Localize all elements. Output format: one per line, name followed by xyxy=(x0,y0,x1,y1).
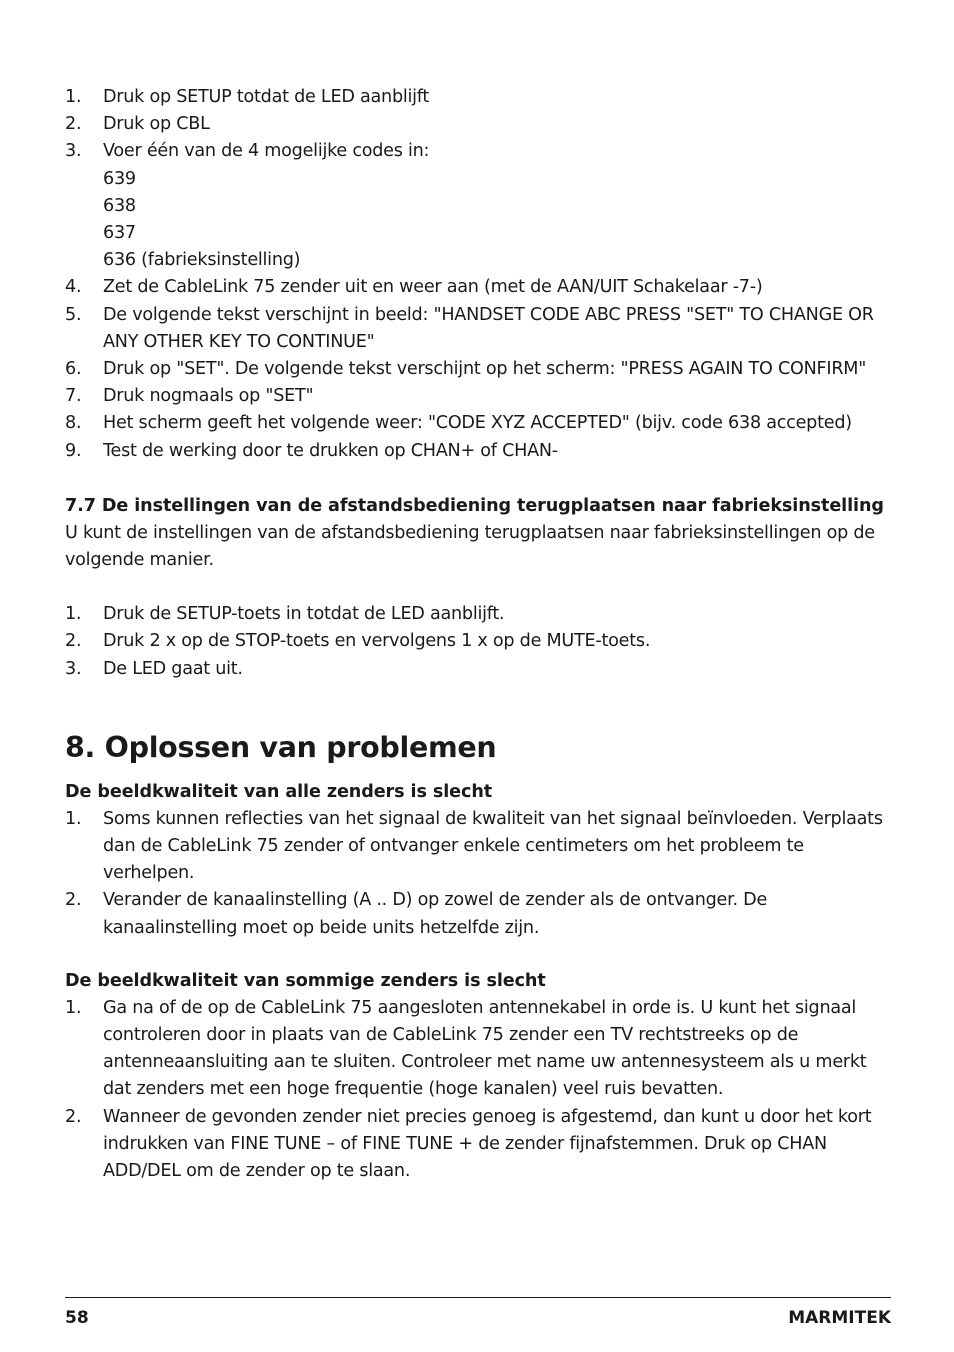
list-item: 1. Soms kunnen reflecties van het signaal de kwaliteit van het signaal beïnvloeden. Verplaats dan de CableLink 75 zender of ontvanger enkele centimeters om het probleem te verhelpen. xyxy=(65,808,883,884)
troubleshoot-list-all xyxy=(65,806,891,942)
list-item: 2. Druk 2 x op de STOP-toets en vervolgens 1 x op de MUTE-toets. xyxy=(65,631,651,652)
subsection-heading: De beeldkwaliteit van sommige zenders is slecht xyxy=(65,970,546,991)
setup-steps-list xyxy=(65,84,891,465)
list-item: 2. Wanneer de gevonden zender niet precies genoeg is afgestemd, dan kunt u door het kort indrukken van FINE TUNE – of FINE TUNE + de zender fijnafstemmen. Druk op CHAN ADD/DEL om de zender op te slaan. xyxy=(65,1106,872,1182)
list-item: 1. Ga na of de op de CableLink 75 aangesloten antennekabel in orde is. U kunt het signaal controleren door in plaats van de CableLink 75 zender een TV rechtstreeks op de antenneaansluiting aan te sluiten. Controleer met name uw antennesysteem als u merkt dat zenders met een hoge frequentie (hoge kanalen) veel ruis bevatten. xyxy=(65,997,867,1100)
list-item: 7. Druk nogmaals op "SET" xyxy=(65,386,314,407)
page-content xyxy=(65,84,891,1185)
list-item: 4. Zet de CableLink 75 zender uit en weer aan (met de AAN/UIT Schakelaar -7-) xyxy=(65,277,763,298)
troubleshoot-list-some xyxy=(65,995,891,1185)
list-item: 8. Het scherm geeft het volgende weer: "CODE XYZ ACCEPTED" (bijv. code 638 accepted) xyxy=(65,413,852,434)
footer-divider xyxy=(65,1297,891,1298)
code-option: 637 xyxy=(103,223,136,244)
list-item: 1. Druk op SETUP totdat de LED aanblijft xyxy=(65,87,430,107)
list-item: 3. De LED gaat uit. xyxy=(65,658,243,679)
list-item: 2. Verander de kanaalinstelling (A .. D) op zowel de zender als de ontvanger. De kanaalinstelling moet op beide units hetzelfde zijn. xyxy=(65,890,768,938)
code-option: 636 (fabrieksinstelling) xyxy=(103,250,301,271)
page-number: 58 xyxy=(65,1308,89,1328)
list-item: 6. Druk op "SET". De volgende tekst verschijnt op het scherm: "PRESS AGAIN TO CONFIRM" xyxy=(65,359,867,380)
list-item: 2. Druk op CBL xyxy=(65,114,210,135)
code-option: 638 xyxy=(103,195,136,216)
section-heading-7-7: 7.7 De instellingen van de afstandsbediening terugplaatsen naar fabrieksinstelling xyxy=(65,495,884,516)
section-intro: U kunt de instellingen van de afstandsbediening terugplaatsen naar fabrieksinstellingen op de volgende manier. xyxy=(65,522,875,571)
code-option: 639 xyxy=(103,168,136,189)
list-item: 3. Voer één van de 4 mogelijke codes in: 639 638 637 636 (fabrieksinstelling) xyxy=(65,138,891,274)
list-item: 1. Druk de SETUP-toets in totdat de LED aanblijft. xyxy=(65,604,505,625)
chapter-title: 8. Oplossen van problemen xyxy=(65,730,497,764)
page-footer xyxy=(65,1306,891,1330)
brand-name: MARMITEK xyxy=(788,1308,891,1328)
list-item: 9. Test de werking door te drukken op CHAN+ of CHAN- xyxy=(65,440,558,461)
subsection-heading: De beeldkwaliteit van alle zenders is slecht xyxy=(65,781,493,802)
list-item: 5. De volgende tekst verschijnt in beeld: "HANDSET CODE ABC PRESS "SET" TO CHANGE OR ANY OTHER KEY TO CONTINUE" xyxy=(65,304,874,352)
reset-steps-list xyxy=(65,601,891,683)
